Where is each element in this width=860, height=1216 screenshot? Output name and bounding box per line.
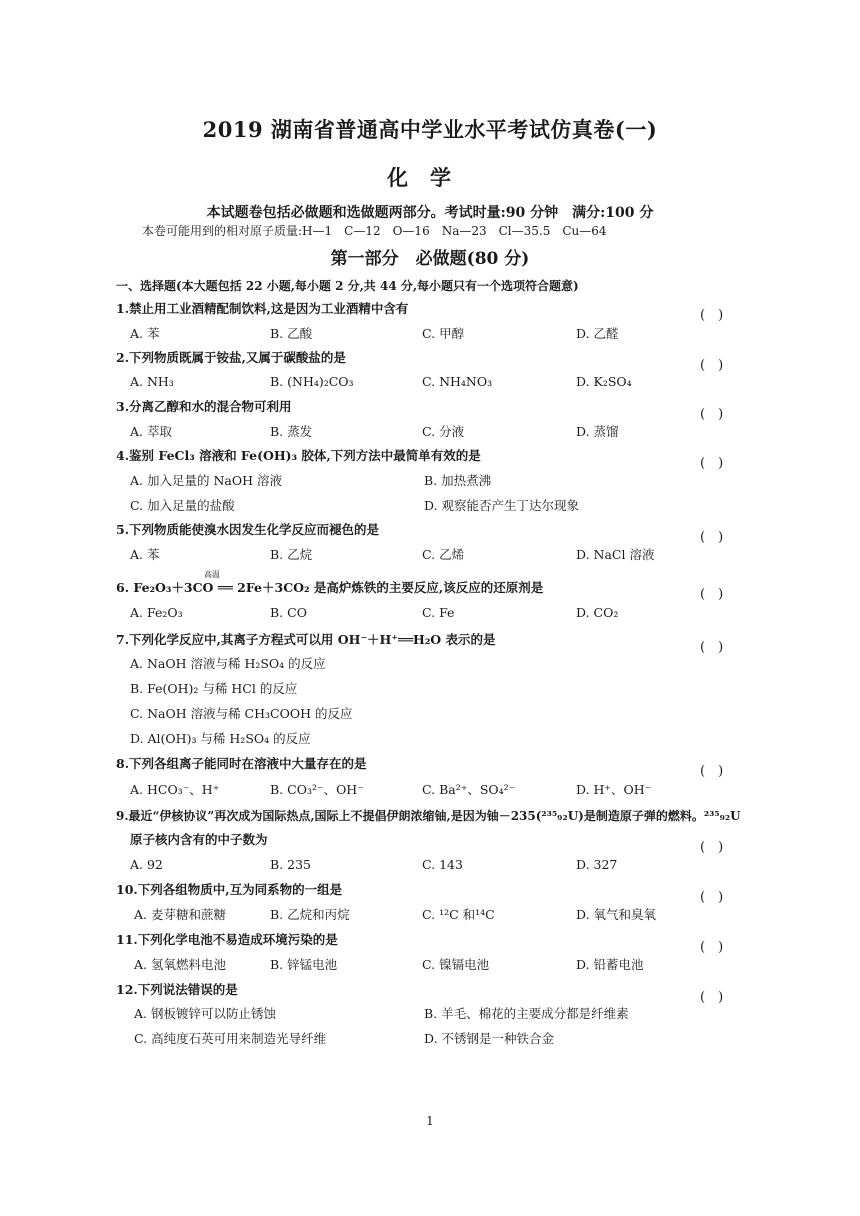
question-stem: 8.下列各组离子能同时在溶液中大量存在的是 — [116, 756, 367, 771]
option: A. 麦芽糖和蔗糖 — [134, 907, 226, 922]
option: D. 不锈钢是一种铁合金 — [424, 1031, 555, 1046]
question-stem: 3.分离乙醇和水的混合物可利用 — [116, 399, 292, 414]
option: D. 327 — [576, 857, 618, 872]
reaction-condition: 高温 — [204, 570, 220, 579]
question-stem: 12.下列说法错误的是 — [116, 982, 238, 997]
exam-title: 2019 湖南省普通高中学业水平考试仿真卷(一) — [202, 117, 658, 142]
option: D. NaCl 溶液 — [576, 547, 655, 562]
option: C. 甲醇 — [422, 326, 465, 341]
option: B. 加热煮沸 — [424, 473, 492, 488]
option: B. CO — [270, 605, 307, 620]
option: B. (NH₄)₂CO₃ — [270, 374, 354, 389]
answer-paren: ( ) — [700, 456, 724, 471]
option: B. CO₃²⁻、OH⁻ — [270, 782, 364, 797]
option: C. 高纯度石英可用来制造光导纤维 — [134, 1031, 327, 1046]
question-stem: 4.鉴别 FeCl₃ 溶液和 Fe(OH)₃ 胶体,下列方法中最简单有效的是 — [116, 448, 481, 463]
option: A. HCO₃⁻、H⁺ — [130, 782, 220, 797]
option: A. 氢氧燃料电池 — [134, 957, 226, 972]
option: B. Fe(OH)₂ 与稀 HCl 的反应 — [130, 681, 298, 696]
answer-paren: ( ) — [700, 890, 724, 905]
answer-paren: ( ) — [700, 358, 724, 373]
option: C. NaOH 溶液与稀 CH₃COOH 的反应 — [130, 706, 353, 721]
option: A. 92 — [130, 857, 163, 872]
question-stem: 5.下列物质能使溴水因发生化学反应而褪色的是 — [116, 522, 380, 537]
option: A. NH₃ — [130, 374, 174, 389]
exam-intro: 本试题卷包括必做题和选做题两部分。考试时量:90 分钟 满分:100 分 — [206, 205, 654, 221]
question-stem: 7.下列化学反应中,其离子方程式可以用 OH⁻＋H⁺══H₂O 表示的是 — [116, 632, 496, 647]
question-stem: 11.下列化学电池不易造成环境污染的是 — [116, 932, 338, 947]
answer-paren: ( ) — [700, 764, 724, 779]
question-stem: 2.下列物质既属于铵盐,又属于碳酸盐的是 — [116, 350, 346, 365]
option: B. 乙酸 — [270, 326, 313, 341]
option: C. 乙烯 — [422, 547, 465, 562]
question-stem: 6. Fe₂O₃＋3CO ══ 2Fe＋3CO₂ 是高炉炼铁的主要反应,该反应的还原剂是 — [116, 580, 544, 595]
option: A. 苯 — [130, 547, 160, 562]
option: A. Fe₂O₃ — [130, 605, 183, 620]
option: A. 苯 — [130, 326, 160, 341]
answer-paren: ( ) — [700, 530, 724, 545]
option: D. 乙醛 — [576, 326, 619, 341]
option: D. 氧气和臭氧 — [576, 907, 657, 922]
option: B. 乙烷 — [270, 547, 313, 562]
option: C. 镍镉电池 — [422, 957, 490, 972]
subject-title: 化学 — [387, 165, 473, 190]
option: B. 235 — [270, 857, 311, 872]
option: D. K₂SO₄ — [576, 374, 632, 389]
option: C. 加入足量的盐酸 — [130, 498, 235, 513]
answer-paren: ( ) — [700, 640, 724, 655]
option: D. 蒸馏 — [576, 424, 619, 439]
question-stem: 10.下列各组物质中,互为同系物的一组是 — [116, 882, 343, 897]
answer-paren: ( ) — [700, 990, 724, 1005]
option: A. 加入足量的 NaOH 溶液 — [130, 473, 282, 488]
option: D. 铅蓄电池 — [576, 957, 644, 972]
atomic-masses: 本卷可能用到的相对原子质量:H—1 C—12 O—16 Na—23 Cl—35.5 Cu—64 — [142, 224, 607, 238]
answer-paren: ( ) — [700, 840, 724, 855]
option: D. 观察能否产生丁达尔现象 — [424, 498, 580, 513]
answer-paren: ( ) — [700, 587, 724, 602]
option: D. CO₂ — [576, 605, 619, 620]
option: C. 分液 — [422, 424, 465, 439]
question-stem: 9.最近“伊核协议”再次成为国际热点,国际上不提倡伊朗浓缩铀,是因为铀－235(²³⁵₉₂U)是制造原子弹的燃料。²³⁵₉₂U — [116, 809, 741, 823]
section-heading: 一、选择题(本大题包括 22 小题,每小题 2 分,共 44 分,每小题只有一个选项符合题意) — [116, 279, 579, 293]
option: B. 蒸发 — [270, 424, 313, 439]
option: A. 萃取 — [130, 424, 172, 439]
option: B. 锌锰电池 — [270, 957, 338, 972]
question-stem-continued: 原子核内含有的中子数为 — [130, 832, 268, 847]
option: A. NaOH 溶液与稀 H₂SO₄ 的反应 — [130, 656, 326, 671]
option: D. H⁺、OH⁻ — [576, 782, 652, 797]
option: D. Al(OH)₃ 与稀 H₂SO₄ 的反应 — [130, 731, 311, 746]
option: B. 乙烷和丙烷 — [270, 907, 350, 922]
answer-paren: ( ) — [700, 407, 724, 422]
option: C. Fe — [422, 605, 455, 620]
option: B. 羊毛、棉花的主要成分都是纤维素 — [424, 1006, 629, 1021]
question-stem: 1.禁止用工业酒精配制饮料,这是因为工业酒精中含有 — [116, 301, 409, 316]
option: C. 143 — [422, 857, 463, 872]
option: C. NH₄NO₃ — [422, 374, 493, 389]
answer-paren: ( ) — [700, 308, 724, 323]
option: C. Ba²⁺、SO₄²⁻ — [422, 782, 516, 797]
option: C. ¹²C 和¹⁴C — [422, 907, 495, 922]
answer-paren: ( ) — [700, 940, 724, 955]
page-number: 1 — [426, 1114, 434, 1128]
part-one-title: 第一部分 必做题(80 分) — [330, 249, 530, 269]
option: A. 钢板镀锌可以防止锈蚀 — [134, 1006, 276, 1021]
